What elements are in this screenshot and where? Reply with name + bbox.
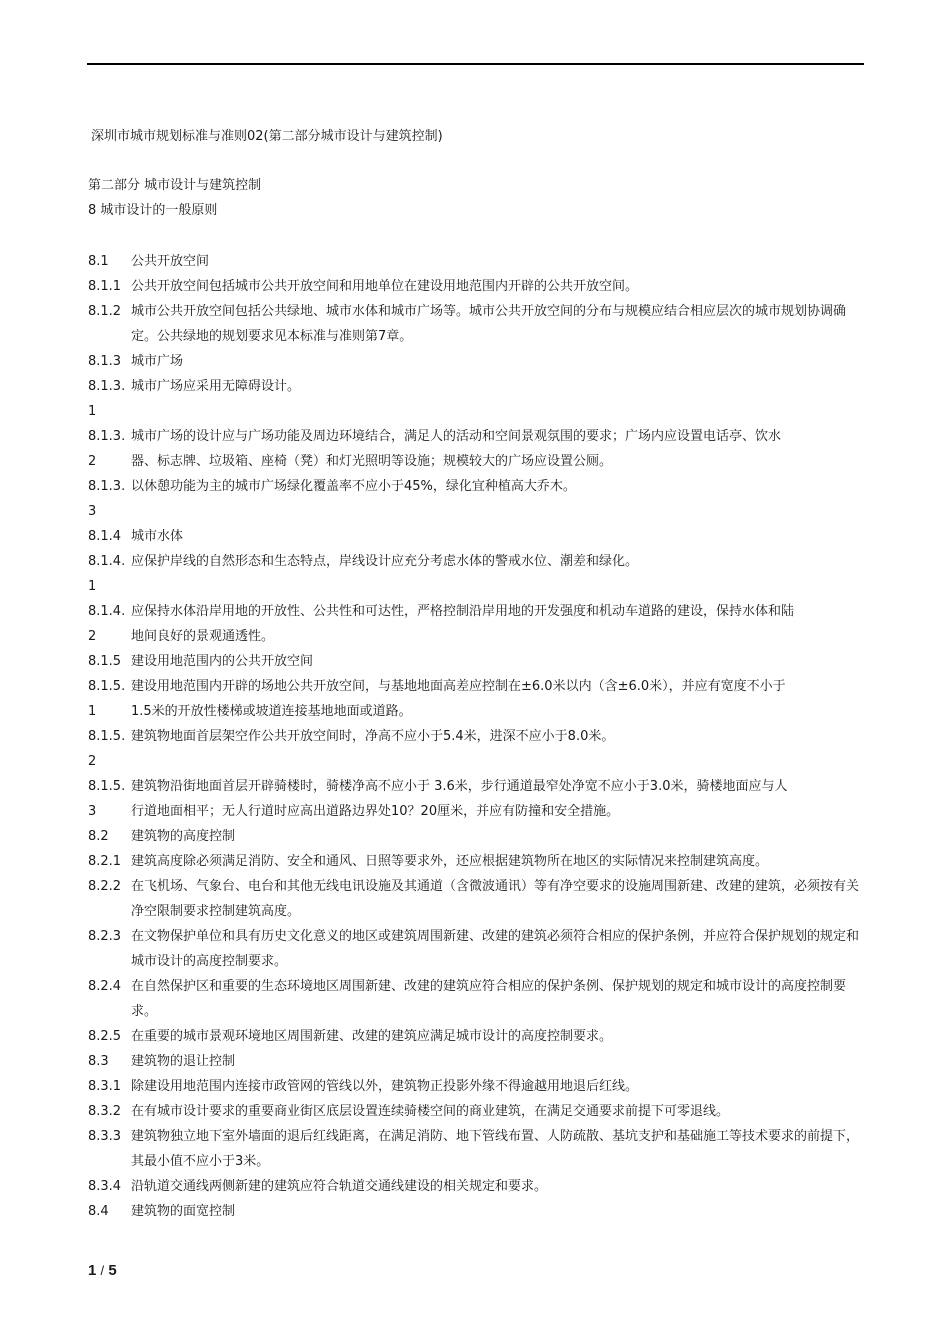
clause-text: 建筑物的高度控制 (131, 829, 236, 844)
page-total: 5 (108, 1262, 117, 1279)
clause-number: 8.1.5. (88, 679, 126, 694)
page-current: 1 (88, 1262, 97, 1279)
clause-row (88, 824, 868, 849)
clause-number: 8.1.3. (88, 479, 126, 494)
clause-number: 8.4 (88, 1204, 109, 1219)
clause-text: 城市水体 (131, 529, 184, 544)
clause-number: 8.2.5 (88, 1029, 122, 1044)
clause-number: 8.2.4 (88, 979, 122, 994)
clause-text: 器、标志牌、垃圾箱、座椅（凳）和灯光照明等设施；规模较大的广场应设置公厕。 (131, 454, 613, 469)
clause-row (88, 1049, 868, 1074)
clause-text (131, 399, 868, 424)
clause-row (88, 399, 868, 424)
clause-number: 8.1.2 (88, 304, 122, 319)
clause-row (88, 299, 868, 349)
clause-number: 8.1.4 (88, 529, 122, 544)
clause-row (88, 474, 868, 499)
clause-text: 沿轨道交通线两侧新建的建筑应符合轨道交通线建设的相关规定和要求。 (131, 1179, 548, 1194)
clause-row (88, 599, 868, 624)
clause-number: 8.2.1 (88, 854, 122, 869)
clause-number: 8.1.5 (88, 654, 122, 669)
clause-number: 8.2.3 (88, 929, 122, 944)
clause-number: 8.1.1 (88, 279, 122, 294)
clause-text: 建筑物的退让控制 (131, 1054, 236, 1069)
page-separator: / (100, 1263, 105, 1278)
clause-text: 建筑物的面宽控制 (131, 1204, 236, 1219)
clause-number: 8.1.5. (88, 779, 126, 794)
clause-row (88, 524, 868, 549)
clause-text: 在有城市设计要求的重要商业街区底层设置连续骑楼空间的商业建筑，在满足交通要求前提下可零退线。 (131, 1104, 730, 1119)
clause-row (88, 549, 868, 574)
clause-number: 8.2 (88, 829, 109, 844)
clause-row (88, 624, 868, 649)
clause-text (131, 499, 868, 524)
clause-row (88, 1199, 868, 1224)
clause-row (88, 449, 868, 474)
clause-row (88, 699, 868, 724)
clause-row (88, 924, 868, 974)
clause-number: 3 (88, 804, 97, 819)
clause-number: 8.1.3. (88, 429, 126, 444)
clause-text: 公共开放空间包括城市公共开放空间和用地单位在建设用地范围内开辟的公共开放空间。 (131, 279, 639, 294)
clause-number: 1 (88, 704, 97, 719)
clause-text: 城市公共开放空间包括公共绿地、城市水体和城市广场等。城市公共开放空间的分布与规模应结合相应层次的城市规划协调确定。公共绿地的规划要求见本标准与准则第7章。 (131, 304, 847, 344)
clause-number: 8.1.5. (88, 729, 126, 744)
clause-row (88, 849, 868, 874)
clause-text: 建筑物独立地下室外墙面的退后红线距离，在满足消防、地下管线布置、人防疏散、基坑支护和基础施工等技术要求的前提下，其最小值不应小于3米。 (131, 1129, 860, 1169)
page-number (88, 1261, 117, 1281)
clause-number: 8.3.4 (88, 1179, 122, 1194)
clause-number: 8.1.4. (88, 554, 126, 569)
clause-row (88, 499, 868, 524)
clause-number: 8.2.2 (88, 879, 122, 894)
clause-row (88, 674, 868, 699)
clause-row (88, 374, 868, 399)
clause-row (88, 1174, 868, 1199)
clause-row (88, 974, 868, 1024)
clause-text: 应保护岸线的自然形态和生态特点，岸线设计应充分考虑水体的警戒水位、潮差和绿化。 (131, 554, 639, 569)
clause-number: 8.1.3 (88, 354, 122, 369)
clause-list (88, 249, 868, 1224)
clause-text: 城市广场的设计应与广场功能及周边环境结合，满足人的活动和空间景观氛围的要求；广场内应设置电话亭、饮水 (131, 429, 782, 444)
clause-text: 公共开放空间 (131, 254, 210, 269)
clause-row (88, 649, 868, 674)
clause-text: 建筑物沿街地面首层开辟骑楼时，骑楼净高不应小于 3.6米，步行通道最窄处净宽不应小于3.0米，骑楼地面应与人 (131, 779, 788, 794)
clause-text: 建设用地范围内的公共开放空间 (131, 654, 314, 669)
clause-text: 1.5米的开放性楼梯或坡道连接基地地面或道路。 (131, 704, 412, 719)
clause-text: 在自然保护区和重要的生态环境地区周围新建、改建的建筑应符合相应的保护条例、保护规划的规定和城市设计的高度控制要求。 (131, 979, 847, 1019)
clause-row (88, 1099, 868, 1124)
clause-row (88, 424, 868, 449)
clause-number: 1 (88, 404, 97, 419)
clause-text: 城市广场 (131, 354, 184, 369)
clause-number: 8.3 (88, 1054, 109, 1069)
clause-text: 在文物保护单位和具有历史文化意义的地区或建筑周围新建、改建的建筑必须符合相应的保护条例，并应符合保护规划的规定和城市设计的高度控制要求。 (131, 929, 860, 969)
clause-text: 建筑物地面首层架空作公共开放空间时，净高不应小于5.4米，进深不应小于8.0米。 (131, 729, 615, 744)
clause-number: 8.1.4. (88, 604, 126, 619)
clause-number: 8.1 (88, 254, 109, 269)
clause-number: 2 (88, 754, 97, 769)
clause-number: 3 (88, 504, 97, 519)
clause-number: 8.1.3. (88, 379, 126, 394)
clause-row (88, 749, 868, 774)
clause-row (88, 249, 868, 274)
clause-row (88, 274, 868, 299)
clause-text: 建设用地范围内开辟的场地公共开放空间，与基地地面高差应控制在±6.0米以内（含±6.0米），并应有宽度不小于 (131, 679, 786, 694)
clause-number: 8.3.3 (88, 1129, 122, 1144)
clause-text: 城市广场应采用无障碍设计。 (131, 379, 301, 394)
clause-row (88, 799, 868, 824)
clause-text: 在飞机场、气象台、电台和其他无线电讯设施及其通道（含微波通讯）等有净空要求的设施周围新建、改建的建筑，必须按有关净空限制要求控制建筑高度。 (131, 879, 860, 919)
clause-text (131, 749, 868, 774)
clause-text: 行道地面相平；无人行道时应高出道路边界处10？20厘米，并应有防撞和安全措施。 (131, 804, 620, 819)
clause-text: 以休憩功能为主的城市广场绿化覆盖率不应小于45%，绿化宜种植高大乔木。 (131, 479, 576, 494)
clause-number: 8.3.1 (88, 1079, 122, 1094)
clause-text: 地间良好的景观通透性。 (131, 629, 275, 644)
clause-number: 2 (88, 454, 97, 469)
clause-number: 8.3.2 (88, 1104, 122, 1119)
clause-row (88, 774, 868, 799)
clause-row (88, 349, 868, 374)
clause-number: 2 (88, 629, 97, 644)
clause-row (88, 724, 868, 749)
clause-text: 在重要的城市景观环境地区周围新建、改建的建筑应满足城市设计的高度控制要求。 (131, 1029, 613, 1044)
header-rule (87, 63, 864, 65)
clause-text (131, 574, 868, 599)
clause-number: 1 (88, 579, 97, 594)
part-title: 第二部分 城市设计与建筑控制 (88, 178, 262, 193)
clause-row (88, 1024, 868, 1049)
clause-row (88, 1124, 868, 1174)
clause-text: 应保持水体沿岸用地的开放性、公共性和可达性，严格控制沿岸用地的开发强度和机动车道路的建设，保持水体和陆 (131, 604, 795, 619)
clause-row (88, 574, 868, 599)
clause-row (88, 874, 868, 924)
chapter-title: 8 城市设计的一般原则 (88, 203, 218, 218)
clause-text: 建筑高度除必须满足消防、安全和通风、日照等要求外，还应根据建筑物所在地区的实际情况来控制建筑高度。 (131, 854, 769, 869)
clause-row (88, 1074, 868, 1099)
document-title: 深圳市城市规划标准与准则02(第二部分城市设计与建筑控制) (91, 129, 443, 144)
clause-text: 除建设用地范围内连接市政管网的管线以外，建筑物正投影外缘不得逾越用地退后红线。 (131, 1079, 639, 1094)
